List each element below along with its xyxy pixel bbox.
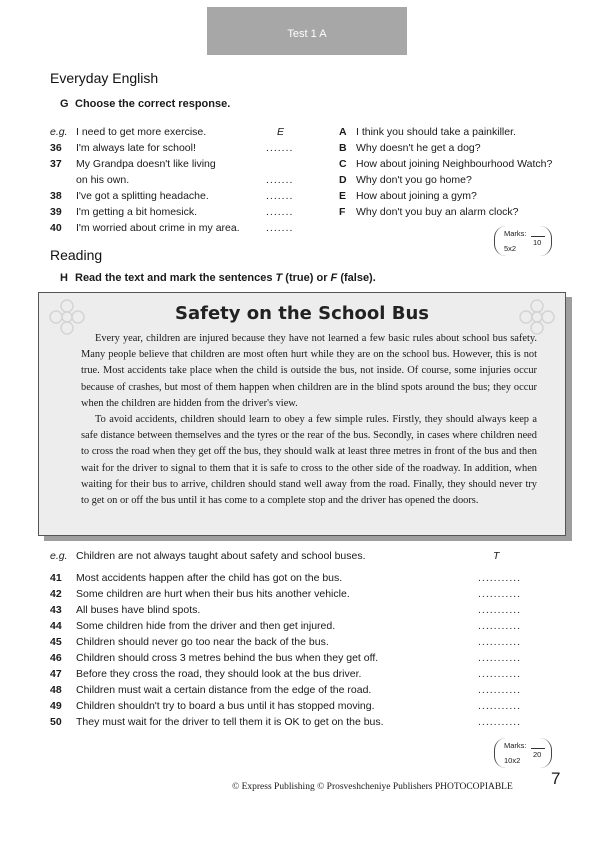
example-answer: T [493, 550, 500, 562]
item-statement: Children should cross 3 metres behind the bus when they get off. [76, 652, 379, 664]
exercise-item [0, 156, 608, 172]
item-statement: Before they cross the road, they should look at the bus driver. [76, 668, 362, 680]
true-false-item [0, 618, 608, 634]
reading-text-body [81, 331, 537, 509]
true-false-item [0, 570, 608, 586]
exercise-item [0, 204, 608, 220]
item-number: e.g. [50, 550, 68, 562]
marks-blank [531, 740, 545, 749]
answer-blank[interactable]: ........... [478, 668, 522, 680]
exercise-item [0, 172, 608, 188]
item-number: 37 [50, 158, 62, 170]
item-statement: They must wait for the driver to tell them it is OK to get on the bus. [76, 716, 384, 728]
item-statement: I'm always late for school! [76, 142, 196, 154]
test-header-bar [207, 7, 407, 55]
instruction-text-mid: (true) or [282, 272, 331, 284]
true-false-item [0, 698, 608, 714]
item-number: 49 [50, 700, 62, 712]
answer-blank[interactable]: ........... [478, 716, 522, 728]
response-letter: C [339, 158, 347, 170]
response-letter: F [339, 206, 346, 218]
marks-multiplier: 10x2 [504, 756, 521, 765]
item-number: 48 [50, 684, 62, 696]
true-false-item [0, 666, 608, 682]
item-number: 44 [50, 620, 62, 632]
true-false-item [0, 602, 608, 618]
marks-total: 10 [533, 238, 542, 247]
item-statement: I'm worried about crime in my area. [76, 222, 240, 234]
everyday-instruction [60, 98, 230, 110]
everyday-marks-box [494, 226, 552, 256]
item-statement: I need to get more exercise. [76, 126, 207, 138]
instruction-text-pre: Read the text and mark the sentences [75, 272, 276, 284]
example-answer: E [277, 126, 285, 138]
exercise-item [0, 124, 608, 140]
item-number: e.g. [50, 126, 68, 138]
true-false-item [0, 714, 608, 730]
response-text: How about joining a gym? [356, 190, 477, 202]
response-letter: A [339, 126, 347, 138]
instruction-letter-g: G [60, 98, 69, 110]
item-number: 47 [50, 668, 62, 680]
answer-blank[interactable]: ....... [266, 142, 294, 154]
copyright-footer: © Express Publishing © Prosveshcheniye Publishers PHOTOCOPIABLE [232, 782, 513, 792]
item-statement: Some children hide from the driver and then get injured. [76, 620, 336, 632]
answer-blank[interactable]: ........... [478, 636, 522, 648]
true-false-item [0, 650, 608, 666]
answer-blank[interactable]: ........... [478, 652, 522, 664]
answer-blank[interactable]: ....... [266, 222, 294, 234]
true-false-item [0, 548, 608, 564]
item-statement: I'm getting a bit homesick. [76, 206, 198, 218]
response-letter: D [339, 174, 347, 186]
true-false-item [0, 682, 608, 698]
response-text: Why doesn't he get a dog? [356, 142, 481, 154]
response-text: Why don't you buy an alarm clock? [356, 206, 519, 218]
response-letter: B [339, 142, 347, 154]
item-statement: Children must wait a certain distance from the edge of the road. [76, 684, 372, 696]
marks-total: 20 [533, 750, 542, 759]
reading-instruction [60, 272, 376, 284]
reading-marks-box [494, 738, 552, 768]
item-statement: Children are not always taught about safety and school buses. [76, 550, 366, 562]
item-number: 38 [50, 190, 62, 202]
instruction-f: F [330, 272, 338, 284]
instruction-text-post: (false). [337, 272, 376, 284]
answer-blank[interactable]: ....... [266, 174, 294, 186]
true-false-item [0, 634, 608, 650]
answer-blank[interactable]: ....... [266, 206, 294, 218]
answer-blank[interactable]: ........... [478, 700, 522, 712]
answer-blank[interactable]: ........... [478, 684, 522, 696]
item-number: 42 [50, 588, 62, 600]
exercise-item [0, 188, 608, 204]
item-statement: All buses have blind spots. [76, 604, 201, 616]
response-text: How about joining Neighbourhood Watch? [356, 158, 553, 170]
item-statement: Some children are hurt when their bus hits another vehicle. [76, 588, 350, 600]
everyday-english-heading: Everyday English [50, 70, 159, 86]
response-text: I think you should take a painkiller. [356, 126, 516, 138]
answer-blank[interactable]: ........... [478, 572, 522, 584]
reading-paragraph-1: Every year, children are injured because they have not learned a few basic rules about school bus safety. Many people believe that children are most often hurt while they are on the school bus. However, this is not true. Most accidents take place when the child is outside the bus, not inside. Of course, some injuries occur because of crashes, but most of them happen when children are in the blind spots around the bus; they occur when the children are hidden from the driver's view. [81, 333, 537, 409]
item-statement: Most accidents happen after the child has got on the bus. [76, 572, 343, 584]
reading-heading: Reading [50, 247, 103, 263]
instruction-text: Choose the correct response. [75, 98, 231, 110]
page-number: 7 [551, 769, 561, 788]
item-number: 45 [50, 636, 62, 648]
item-number: 39 [50, 206, 62, 218]
true-false-item [0, 586, 608, 602]
item-number: 50 [50, 716, 62, 728]
answer-blank[interactable]: ....... [266, 190, 294, 202]
answer-blank[interactable]: ........... [478, 620, 522, 632]
item-number: 40 [50, 222, 62, 234]
item-number: 46 [50, 652, 62, 664]
response-letter: E [339, 190, 347, 202]
item-statement: I've got a splitting headache. [76, 190, 209, 202]
item-number: 41 [50, 572, 62, 584]
instruction-letter-h: H [60, 272, 68, 284]
answer-blank[interactable]: ........... [478, 588, 522, 600]
item-number: 43 [50, 604, 62, 616]
reading-text-box [38, 292, 566, 536]
item-statement: Children shouldn't try to board a bus until it has stopped moving. [76, 700, 375, 712]
test-title: Test 1 A [287, 28, 327, 40]
answer-blank[interactable]: ........... [478, 604, 522, 616]
item-statement: My Grandpa doesn't like living [76, 158, 216, 170]
item-number: 36 [50, 142, 62, 154]
response-text: Why don't you go home? [356, 174, 472, 186]
exercise-item [0, 140, 608, 156]
reading-paragraph-2: To avoid accidents, children should learn to obey a few simple rules. Firstly, they should always keep a safe distance between themselves and the tyres or the rear of the bus. Secondly, in cases where children need to cross the road when they get off the bus, they should walk at least three metres in front of the bus and then wait for the driver to signal to them that it is safe to cross to the other side of the roadway. In addition, when waiting for their bus to arrive, children should stand well away from the road. Finally, they should never try to get on or off the bus until it has come to a complete stop and the driver has opened the doors. [81, 414, 537, 507]
item-statement: on his own. [76, 174, 130, 186]
marks-label: Marks: [504, 741, 527, 750]
reading-text-title: Safety on the School Bus [175, 303, 429, 324]
marks-label: Marks: [504, 229, 527, 238]
marks-blank [531, 228, 545, 237]
marks-multiplier: 5x2 [504, 244, 517, 253]
item-statement: Children should never go too near the back of the bus. [76, 636, 329, 648]
instruction-t: T [275, 272, 283, 284]
